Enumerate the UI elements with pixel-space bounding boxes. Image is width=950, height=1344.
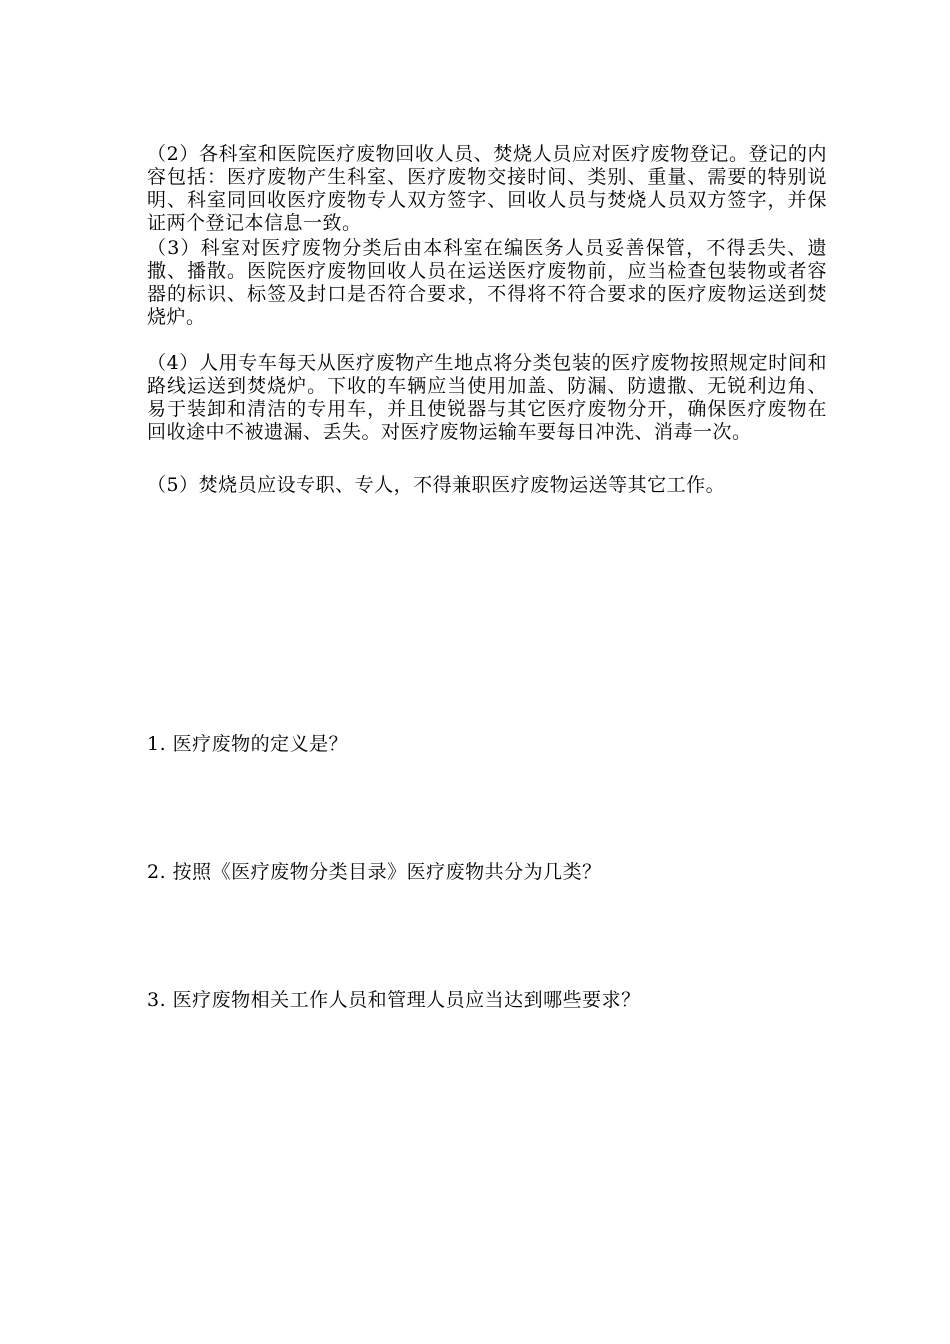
paragraph-2: （2）各科室和医院医疗废物回收人员、焚烧人员应对医疗废物登记。登记的内容包括：医疗废物产生科室、医疗废物交接时间、类别、重量、需要的特别说明、科室同回收医疗废物专人双方签字、回收人员与焚烧人员双方签字，并保证两个登记本信息一致。 (147, 143, 827, 234)
question-3: 3. 医疗废物相关工作人员和管理人员应当达到哪些要求？ (147, 989, 641, 1011)
paragraph-3: （3）科室对医疗废物分类后由本科室在编医务人员妥善保管，不得丢失、遗撒、播散。医院医疗废物回收人员在运送医疗废物前，应当检查包装物或者容器的标识、标签及封口是否符合要求，不得将不符合要求的医疗废物运送到焚烧炉。 (147, 237, 827, 328)
paragraph-5: （5）焚烧员应设专职、专人，不得兼职医疗废物运送等其它工作。 (147, 474, 726, 496)
paragraph-4: （4）人用专车每天从医疗废物产生地点将分类包装的医疗废物按照规定时间和路线运送到焚烧炉。下收的车辆应当使用加盖、防漏、防遗撒、无锐利边角、易于装卸和清洁的专用车，并且使锐器与其它医疗废物分开，确保医疗废物在回收途中不被遗漏、丢失。对医疗废物运输车要每日冲洗、消毒一次。 (147, 352, 827, 443)
question-2: 2. 按照《医疗废物分类目录》医疗废物共分为几类？ (147, 861, 602, 883)
question-1: 1. 医疗废物的定义是？ (147, 733, 349, 755)
